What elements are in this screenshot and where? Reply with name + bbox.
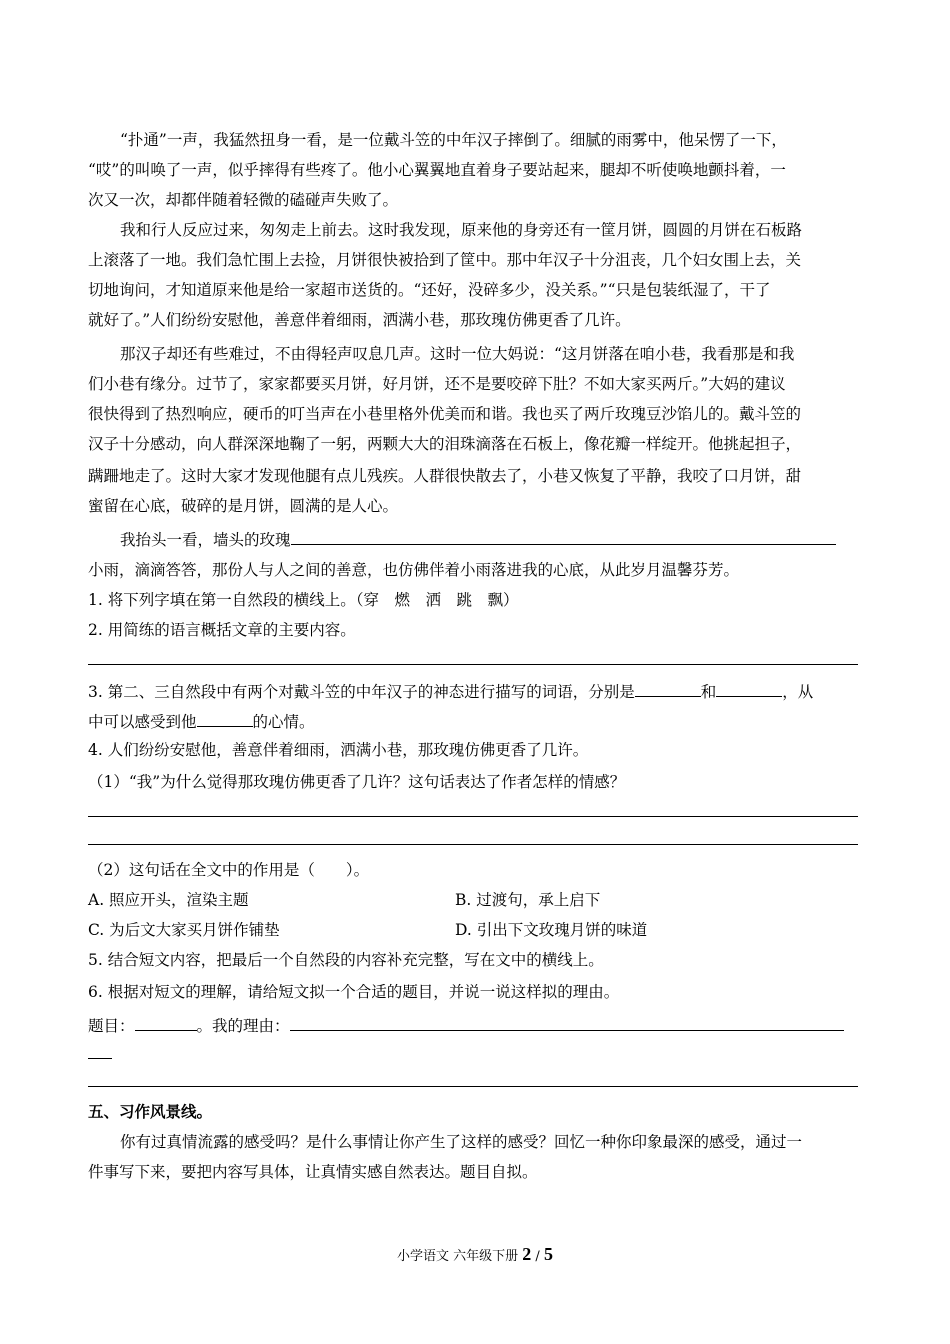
- answer-blank[interactable]: [291, 528, 836, 545]
- section-prompt: 件事写下来，要把内容写具体，让真情实感自然表达。题目自拟。: [88, 1163, 538, 1181]
- answer-blank[interactable]: [716, 680, 782, 697]
- question-4: 4. 人们纷纷安慰他，善意伴着细雨，洒满小巷，那玫瑰仿佛更香了几许。: [88, 741, 589, 759]
- passage-line: 我和行人反应过来，匆匆走上前去。这时我发现，原来他的身旁还有一筐月饼，圆圆的月饼在石板路: [120, 221, 803, 239]
- passage-line: 就好了。”人们纷纷安慰他，善意伴着细雨，洒满小巷，那玫瑰仿佛更香了几许。: [88, 311, 631, 329]
- answer-line[interactable]: [88, 844, 858, 845]
- title-label: 题目：: [88, 1017, 135, 1035]
- page-number: 2: [522, 1244, 532, 1264]
- question-text: ，从: [782, 683, 814, 701]
- question-text: 和: [700, 683, 717, 701]
- title-blank[interactable]: [135, 1014, 197, 1031]
- question-6: 6. 根据对短文的理解，请给短文拟一个合适的题目，并说一说这样拟的理由。: [88, 983, 620, 1001]
- question-5: 5. 结合短文内容，把最后一个自然段的内容补充完整，写在文中的横线上。: [88, 951, 604, 969]
- answer-line[interactable]: [88, 664, 858, 665]
- question-text: 3. 第二、三自然段中有两个对戴斗笠的中年汉子的神态进行描写的词语，分别是: [88, 683, 635, 701]
- passage-line: 汉子十分感动，向人群深深地鞠了一躬，两颗大大的泪珠滴落在石板上，像花瓣一样绽开。他挑起担子，: [88, 435, 802, 453]
- answer-line[interactable]: [88, 816, 858, 817]
- answer-line[interactable]: [88, 1058, 112, 1059]
- section-heading: 五、习作风景线。: [88, 1102, 213, 1121]
- question-1: 1. 将下列字填在第一自然段的横线上。（穿 燃 洒 跳 飘）: [88, 591, 519, 609]
- passage-line: 很快得到了热烈响应，硬币的叮当声在小巷里格外优美而和谐。我也买了两斤玫瑰豆沙馅儿的。戴斗笠的: [88, 405, 802, 423]
- passage-line: 蜜留在心底，破碎的是月饼，圆满的是人心。: [88, 497, 399, 515]
- page-total: 5: [543, 1244, 553, 1264]
- passage-line: 次又一次，却都伴随着轻微的磕碰声失败了。: [88, 191, 399, 209]
- option-b[interactable]: B. 过渡句，承上启下: [455, 891, 601, 909]
- question-text: 中可以感受到他: [88, 713, 197, 731]
- answer-line[interactable]: [88, 1086, 858, 1087]
- passage-line: 那汉子却还有些难过，不由得轻声叹息几声。这时一位大妈说：“这月饼落在咱小巷，我看那是和我: [120, 345, 795, 363]
- passage-line: 切地询问，才知道原来他是给一家超市送货的。“还好，没碎多少，没关系。”“只是包装纸湿了，干了: [88, 281, 771, 299]
- question-6-answer: [88, 1014, 864, 1036]
- passage-line: 蹒跚地走了。这时大家才发现他腿有点儿残疾。人群很快散去了，小巷又恢复了平静，我咬了口月饼，甜: [88, 467, 802, 485]
- passage-line: 们小巷有缘分。过节了，家家都要买月饼，好月饼，还不是要咬碎下肚？不如大家买两斤。”大妈的建议: [88, 375, 786, 393]
- passage-line: “扑通”一声，我猛然扭身一看，是一位戴斗笠的中年汉子摔倒了。细腻的雨雾中，他呆愣了一下，: [120, 131, 787, 149]
- answer-blank[interactable]: [635, 680, 701, 697]
- option-c[interactable]: C. 为后文大家买月饼作铺垫: [88, 921, 280, 939]
- question-4-2: （2）这句话在全文中的作用是（ ）。: [88, 861, 370, 879]
- passage-line-with-blank: [88, 528, 864, 550]
- question-4-1: （1）“我”为什么觉得那玫瑰仿佛更香了几许？这句话表达了作者怎样的情感？: [88, 773, 626, 791]
- option-d[interactable]: D. 引出下文玫瑰月饼的味道: [455, 921, 648, 939]
- passage-line: 上滚落了一地。我们急忙围上去捡，月饼很快被拾到了筐中。那中年汉子十分沮丧，几个妇女围上去，关: [88, 251, 802, 269]
- footer-label: 小学语文 六年级下册: [397, 1249, 523, 1264]
- option-a[interactable]: A. 照应开头，渲染主题: [88, 891, 249, 909]
- reason-blank[interactable]: [290, 1014, 844, 1031]
- page-separator: /: [531, 1249, 544, 1264]
- question-text: 的心情。: [252, 713, 315, 731]
- section-prompt: 你有过真情流露的感受吗？是什么事情让你产生了这样的感受？回忆一种你印象最深的感受，通过一: [120, 1133, 803, 1151]
- page-footer: [0, 1244, 950, 1265]
- reason-label: 。我的理由：: [196, 1017, 290, 1035]
- question-3: [88, 680, 864, 702]
- answer-blank[interactable]: [197, 710, 253, 727]
- passage-text: 我抬头一看，墙头的玫瑰: [120, 531, 291, 549]
- question-3-cont: [88, 710, 864, 732]
- passage-line: “哎”的叫唤了一声，似乎摔得有些疼了。他小心翼翼地直着身子要站起来，腿却不听使唤地颤抖着，一: [88, 161, 786, 179]
- question-2: 2. 用简练的语言概括文章的主要内容。: [88, 621, 356, 639]
- passage-line: 小雨，滴滴答答，那份人与人之间的善意，也仿佛伴着小雨落进我的心底，从此岁月温馨芬芳。: [88, 561, 740, 579]
